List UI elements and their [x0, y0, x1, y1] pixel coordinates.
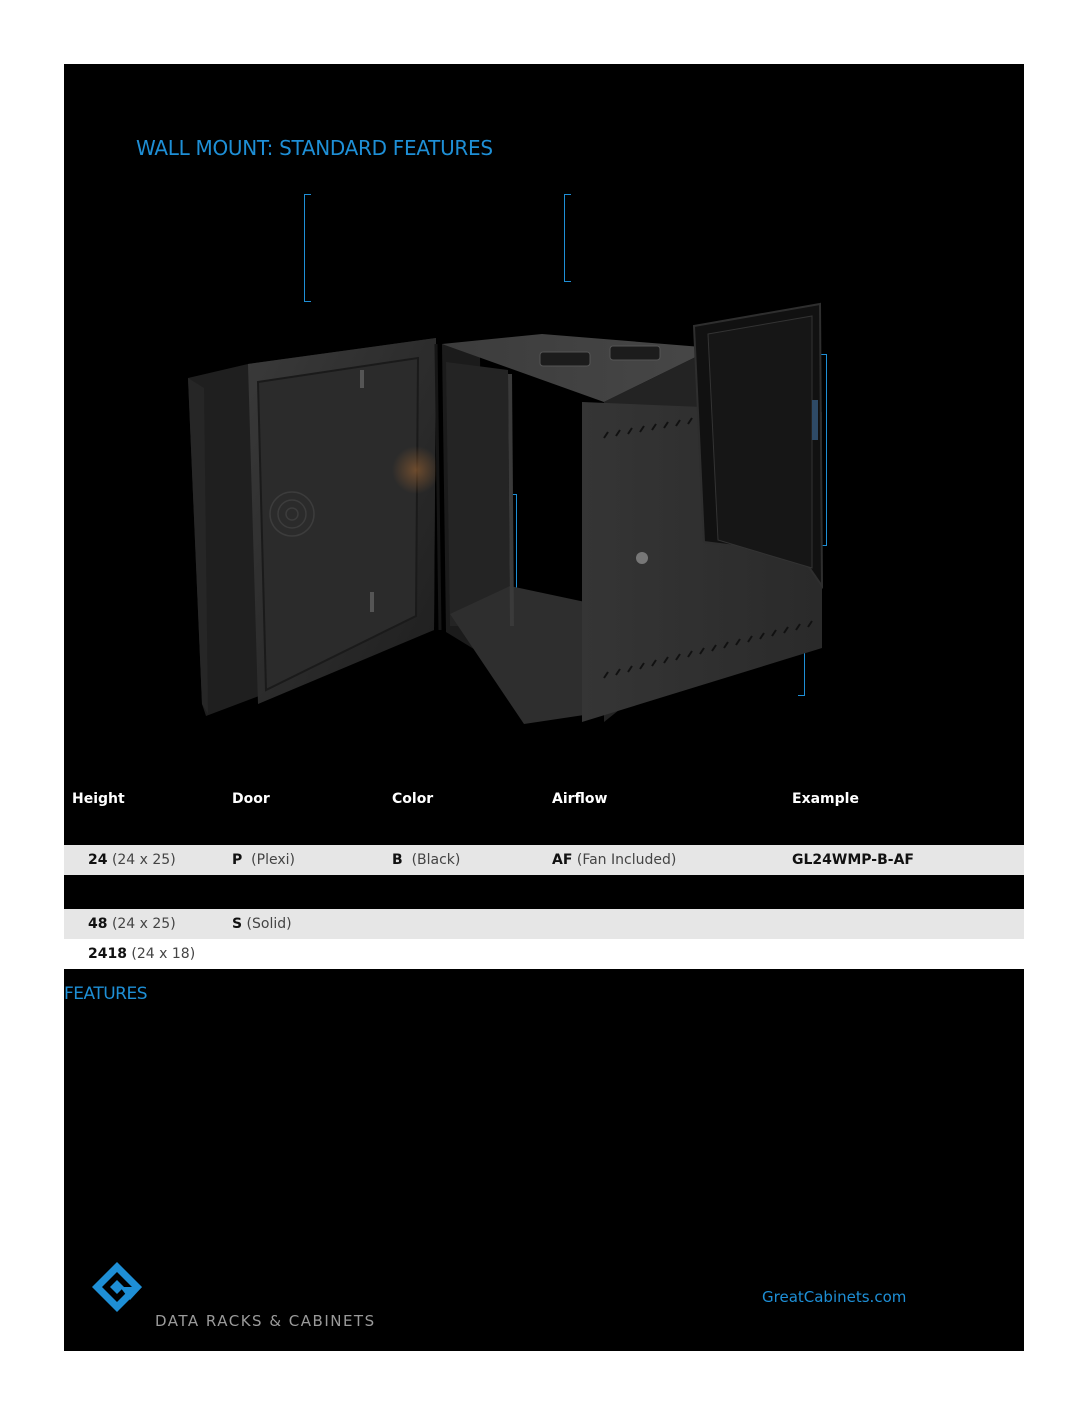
height-option: 2418 (24 x 18)	[88, 946, 196, 962]
height-option: 48 (24 x 25)	[88, 916, 176, 932]
wall-mount-cabinet-image	[184, 234, 844, 734]
spec-sheet	[64, 64, 1024, 1351]
column-header-height: Height	[72, 791, 125, 807]
page-title: WALL MOUNT: STANDARD FEATURES	[136, 136, 493, 160]
door-option: S (Solid)	[232, 916, 292, 932]
column-header-door: Door	[232, 791, 270, 807]
column-header-example: Example	[792, 791, 859, 807]
table-row	[64, 909, 1024, 939]
airflow-option: AF (Fan Included)	[552, 852, 677, 868]
table-row	[64, 939, 1024, 969]
company-tagline: DATA RACKS & CABINETS	[155, 1312, 376, 1330]
door-option: P (Plexi)	[232, 852, 295, 868]
column-header-airflow: Airflow	[552, 791, 608, 807]
color-option: B (Black)	[392, 852, 461, 868]
features-heading: FEATURES	[64, 984, 148, 1004]
great-cabinets-logo-icon	[90, 1260, 144, 1320]
website-link[interactable]: GreatCabinets.com	[762, 1288, 907, 1306]
column-header-color: Color	[392, 791, 434, 807]
example-part-number: GL24WMP-B-AF	[792, 852, 914, 868]
height-option: 24 (24 x 25)	[88, 852, 176, 868]
